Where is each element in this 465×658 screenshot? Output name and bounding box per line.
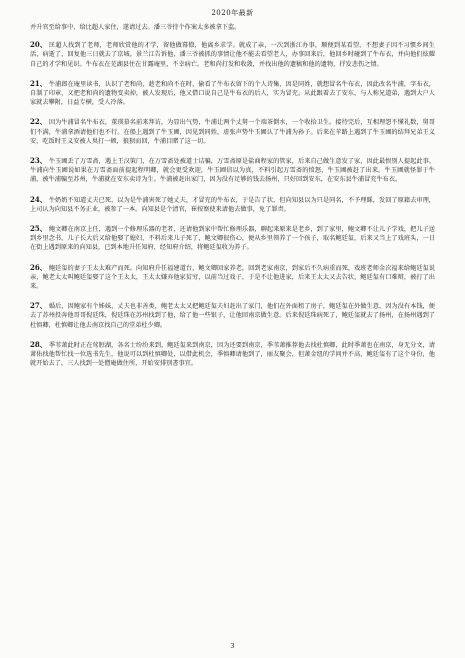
- numbered-list: [30, 40, 435, 368]
- list-item: [30, 263, 435, 292]
- item-text: 牛浦郎在庵里读书，认识了老和尚，趁老和尚不在时，偷看了牛布衣留下的个人诗集，因是同姓，就想冒名牛布衣，因此改名牛浦，字布衣，自制了印章，又把老和尚的遗物变卖掉，被人发现后，他又借口说自己是牛布衣的后人，实为冒充。从此跟着去了安东，与人称兄道弟，遇到大户人家就去攀附，日益专横，受人冷落。: [30, 80, 435, 107]
- item-text: 季苇萧此时正在莺脰湖，各名士纷纷来到，鲍廷玺来到南京，因为还要到南京，季苇萧推荐他去找杜慎卿，此时季萧也在南京，身无分文，请萧佑找他帮忙找一位选书先生，他说可以到杜慎卿处，以借此机会，季慎卿请他到了，丽友聚会，但萧金纽的学问并不高，鲍廷玺有了这个身份，他就开始去了，三人找到一处僧庵做住所，开始安排别書事宜。: [30, 341, 435, 368]
- list-item: [30, 79, 435, 108]
- item-text: 牛奶奶不知道丈夫已死，以为是牛浦害死了她丈夫，才冒充的牛布衣，于是告了状，但向知县以为只是同名，不予理睬，发回了原籍去审理，上司认为向知县不务正业，被参了一本。向知县是个清官，崔按察使来请他去做事，免了罪责。: [30, 196, 435, 213]
- item-number: 27、: [30, 301, 47, 311]
- list-item: [30, 340, 435, 369]
- item-text: 因为牛浦冒名牛布衣，董瑛慕名前来拜访，为显出气势，牛浦让两个丈舅一个端茶倒水，一个收拾卫生。接待完后，互相理怨不懂礼数，舅哥们不满，牛浦拿酒请他们也不行。在船上遇到了牛玉圃，因见到同姓，虚张声势牛玉圃认了牛浦为孙子。后来在苹路上遇到了牛玉圃的结拜兄弟王义安，吃饭时王义安被人臭打一顿，狼狈而回，牛浦目睹了这一切。: [30, 119, 435, 145]
- page-number: 3: [230, 642, 235, 650]
- item-number: 21、: [30, 78, 47, 88]
- intro-paragraph: 并升官至给事中，给比超人家住，遂请过去。潘三爷待个作案太多被拿下监。: [30, 24, 241, 31]
- item-number: 22、: [30, 117, 47, 127]
- list-item: [30, 195, 435, 214]
- item-number: 20、: [30, 40, 48, 50]
- list-item: [30, 117, 435, 146]
- item-number: 24、: [30, 194, 47, 204]
- item-number: 28、: [30, 339, 47, 349]
- item-number: 26、: [30, 262, 47, 272]
- list-item: [30, 224, 435, 253]
- item-number: 25、: [30, 224, 47, 234]
- item-number: 23、: [30, 156, 47, 166]
- item-text: 匡超人找到了老师，老师欣赏他的才学，留他做幕僚，他离乡求学。就成了亲，一次到浙江办事，顺便到某看望，不想妻子因不习惯乡间生活，病逝了，回复他三日就去了京城。景兰江告诉他，潘三爷被抓的事情让他不能去看望老人，办事回来后，他回乡时碰到了牛布衣，并向他们炫耀自己的才学和见识。牛布衣在芜湖县住在甘露庵里，不幸病亡。老和尚打发和收敛，并找出他的遗稿和他的遗物，抒发悲伤之情。: [30, 42, 435, 68]
- item-text: 婚后，因鲍家有个姊妹，丈夫也非善类，鲍老太太又把鲍廷玺夫妇赶出了家门，他们在外面租了房子，鲍廷玺在外做生意，因为没有本钱，便去了苏州投奔他哥哥倪廷珠，倪廷珠在苏州找到了他，给了他一些银子，让他回南京做生意。后来倪廷珠病死了，鲍廷玺就去了扬州，在扬州遇到了杜慎卿，杜慎卿让他去南京找自己的堂弟杜少卿。: [30, 303, 435, 329]
- list-item: [30, 156, 435, 185]
- page-header: 2020年最新: [211, 9, 254, 17]
- item-text: 鲍文卿在南京上任，遇到一个修理乐器的老者，还请他到家中帮忙修理乐器，聊起来原来是老乡，到了家里，鲍文卿不让儿子学戏，把儿子送到乡里念书，儿子长大后又给他娶了媳妇，不料后来儿子死了，鲍文卿很伤心，便从乡里领养了一个孩子，取名鲍廷玺，后来又当上了戏班头，一日在街上遇到原来的向知县，已到本地升任知府，经知府介绍，将鲍廷玺收为养子。: [30, 226, 435, 252]
- list-item: [30, 40, 435, 69]
- item-text: 牛玉圃丢了万雪斋，遇上王汉策门，在万雪斋处被道士诘骗，万雪斋原是盐商程家的管家，后来自己做生意发了家，因此最恨别人提起此事。牛浦向牛玉圃说如果在万雪斋面前提起程明卿，就会更受欢迎，牛玉圃信以为真，不料引起万雪斋的愤怒，牛玉圃被赶了出来。牛玉圃就怪罪于牛浦，被牛浦骗至苏州，牛浦就在安东卖诗为生。牛浦被赶出家门，因为没有足够的钱去扬州，只好回到安东，在安东县牛浦冒充牛布衣。: [30, 158, 435, 184]
- item-text: 鲍廷玺的妻子王太太难产而死。向知府升任福建道台，鲍文卿回家养老，回到老家南京，到家后不久病重而死，戏班老师金次福来给鲍廷玺说亲，鲍老太太叫鲍廷玺娶了这个王太太，王太太嫌弃他家贫穷，以前当过戏子，于是不让他进家，后来王太太又去告状，鲍廷玺有口难辩，被打了出来。: [30, 264, 435, 291]
- list-item: [30, 301, 435, 330]
